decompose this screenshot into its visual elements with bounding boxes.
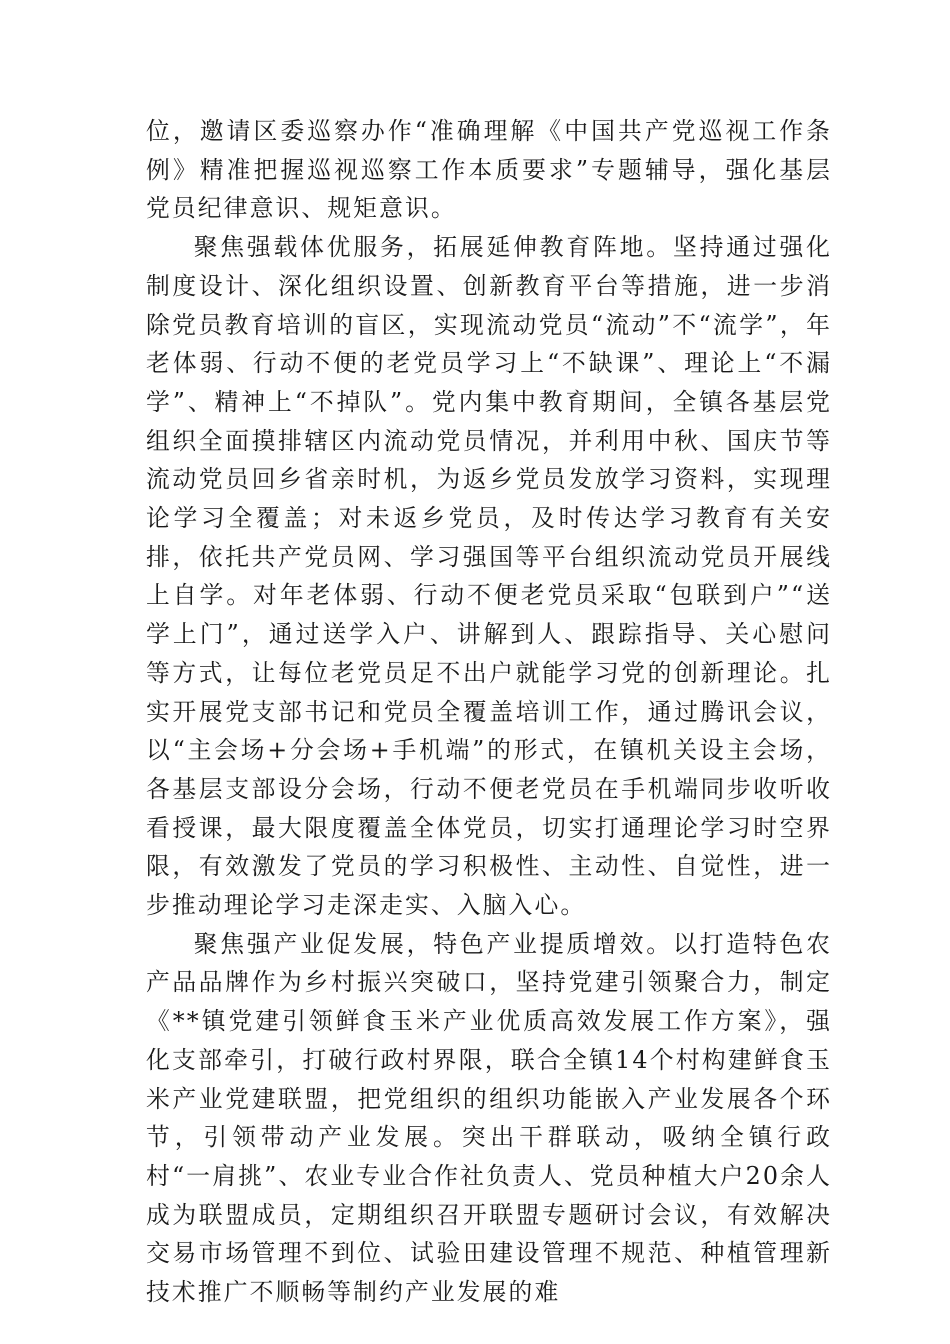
paragraph-continued: 位，邀请区委巡察办作“准确理解《中国共产党巡视工作条例》精准把握巡视巡察工作本质要求”专题辅导，强化基层党员纪律意识、规矩意识。 xyxy=(146,117,832,223)
document-page xyxy=(146,112,832,1312)
paragraph-education-platform: 聚焦强载体优服务，拓展延伸教育阵地。坚持通过强化制度设计、深化组织设置、创新教育平台等措施，进一步消除党员教育培训的盲区，实现流动党员“流动”不“流学”，年老体弱、行动不便的老党员学习上“不缺课”、理论上“不漏学”、精神上“不掉队”。党内集中教育期间，全镇各基层党组织全面摸排辖区内流动党员情况，并利用中秋、国庆节等流动党员回乡省亲时机，为返乡党员发放学习资料，实现理论学习全覆盖；对未返乡党员，及时传达学习教育有关安排，依托共产党员网、学习强国等平台组织流动党员开展线上自学。对年老体弱、行动不便老党员采取“包联到户”“送学上门”，通过送学入户、讲解到人、跟踪指导、关心慰问等方式，让每位老党员足不出户就能学习党的创新理论。扎实开展党支部书记和党员全覆盖培训工作，通过腾讯会议，以“主会场+分会场+手机端”的形式，在镇机关设主会场，各基层支部设分会场，行动不便老党员在手机端同步收听收看授课，最大限度覆盖全体党员，切实打通理论学习时空界限，有效激发了党员的学习积极性、主动性、自觉性，进一步推动理论学习走深走实、入脑入心。 xyxy=(146,233,832,920)
paragraph-industry-development: 聚焦强产业促发展，特色产业提质增效。以打造特色农产品品牌作为乡村振兴突破口，坚持党建引领聚合力，制定《**镇党建引领鲜食玉米产业优质高效发展工作方案》，强化支部牵引，打破行政村界限，联合全镇14个村构建鲜食玉米产业党建联盟，把党组织的组织功能嵌入产业发展各个环节，引领带动产业发展。突出干群联动，吸纳全镇行政村“一肩挑”、农业专业合作社负责人、党员种植大户20余人成为联盟成员，定期组织召开联盟专题研讨会议，有效解决交易市场管理不到位、试验田建设管理不规范、种植管理新技术推广不顺畅等制约产业发展的难 xyxy=(146,929,832,1307)
